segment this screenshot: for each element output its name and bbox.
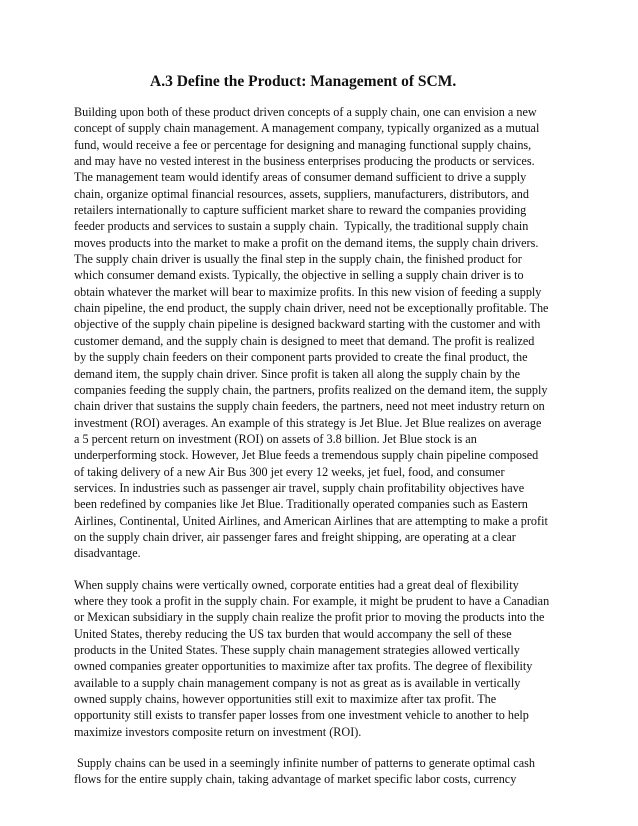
- text-line: feeder products and services to sustain a supply chain. Typically, the traditional supply chain: [74, 219, 529, 234]
- text-line: available to a supply chain management company is not as great as is available in vertically: [74, 675, 521, 690]
- text-line: and may have no vested interest in the business enterprises producing the products or services.: [74, 154, 535, 169]
- text-line: on the supply chain driver, air passenger fares and freight shipping, are operating at a clear: [74, 529, 516, 544]
- text-line: United States, thereby reducing the US tax burden that would accompany the sell of these: [74, 626, 512, 641]
- section-heading: A.3 Define the Product: Management of SCM.: [150, 73, 457, 90]
- paragraph: [74, 755, 574, 788]
- document-page: [74, 72, 574, 788]
- text-line: which consumer demand exists. Typically, the objective in selling a supply chain driver is to: [74, 268, 524, 283]
- text-line: Building upon both of these product driven concepts of a supply chain, one can envision a new: [74, 105, 537, 119]
- text-line: customer demand, and the supply chain is designed to meet that demand. The profit is realized: [74, 333, 535, 348]
- text-line: disadvantage.: [74, 546, 141, 561]
- text-line: maximize investors composite return on investment (ROI).: [74, 724, 362, 739]
- text-line: of taking delivery of a new Air Bus 300 jet every 12 weeks, jet fuel, food, and consumer: [74, 464, 505, 479]
- text-line: moves products into the market to make a profit on the demand items, the supply chain drivers.: [74, 235, 539, 250]
- text-line: underperforming stock. However, Jet Blue feeds a tremendous supply chain pipeline composed: [74, 448, 539, 463]
- text-line: The management team would identify areas of consumer demand sufficient to drive a supply: [74, 170, 527, 185]
- text-line: owned companies greater opportunities to maximize after tax profits. The degree of flexibility: [74, 659, 533, 674]
- text-line: chain pipeline, the end product, the supply chain driver, need not be exceptionally profitable. The: [74, 301, 549, 316]
- text-line: investment (ROI) averages. An example of this strategy is Jet Blue. Jet Blue realizes on average: [74, 415, 542, 430]
- text-line: services. In industries such as passenger air travel, supply chain profitability objectives have: [74, 480, 525, 495]
- text-line: chain, organize optimal financial resources, assets, suppliers, manufacturers, distributors, and: [74, 186, 529, 201]
- text-line: or Mexican subsidiary in the supply chain realize the profit prior to moving the products into the: [74, 610, 545, 625]
- text-line: owned supply chains, however opportunities still exit to maximize after tax profit. The: [74, 692, 497, 707]
- text-line: retailers internationally to capture sufficient market share to reward the companies providing: [74, 203, 527, 218]
- text-line: opportunity still exists to transfer paper losses from one investment vehicle to another to help: [74, 708, 529, 723]
- text-line: companies feeding the supply chain, the partners, profits realized on the demand item, the supply: [74, 382, 548, 397]
- text-line: products in the United States. These supply chain management strategies allowed vertically: [74, 643, 520, 657]
- body-text: [74, 104, 574, 788]
- paragraph: [74, 104, 574, 562]
- text-line: chain driver that sustains the supply chain feeders, the partners, need not meet industry return on: [74, 399, 545, 414]
- text-line: When supply chains were vertically owned, corporate entities had a great deal of flexibility: [74, 577, 519, 592]
- text-line: concept of supply chain management. A management company, typically organized as a mutual: [74, 121, 540, 136]
- text-line: been redefined by companies like Jet Blue. Traditionally operated companies such as Eastern: [74, 497, 528, 512]
- text-line: flows for the entire supply chain, taking advantage of market specific labor costs, currency: [74, 772, 517, 787]
- paragraph-gap: [74, 740, 574, 755]
- text-line: The supply chain driver is usually the final step in the supply chain, the finished product for: [74, 252, 522, 267]
- paragraph: [74, 577, 574, 740]
- text-line: Supply chains can be used in a seemingly infinite number of patterns to generate optimal cash: [74, 756, 535, 771]
- text-line: where they took a profit in the supply chain. For example, it might be prudent to have a Canadian: [74, 593, 550, 608]
- text-line: obtain whatever the market will bear to maximize profits. In this new vision of feeding a supply: [74, 284, 542, 299]
- text-line: by the supply chain feeders on their component parts provided to create the final product, the: [74, 350, 528, 365]
- text-line: Airlines, Continental, United Airlines, and American Airlines that are attempting to make a profit: [74, 513, 548, 528]
- paragraph-gap: [74, 562, 574, 577]
- text-line: objective of the supply chain pipeline is designed backward starting with the customer and with: [74, 317, 541, 332]
- text-line: demand item, the supply chain driver. Since profit is taken all along the supply chain by the: [74, 366, 521, 381]
- text-line: a 5 percent return on investment (ROI) on assets of 3.8 billion. Jet Blue stock is an: [74, 431, 477, 446]
- text-line: fund, would receive a fee or percentage for designing and managing functional supply chains,: [74, 137, 532, 152]
